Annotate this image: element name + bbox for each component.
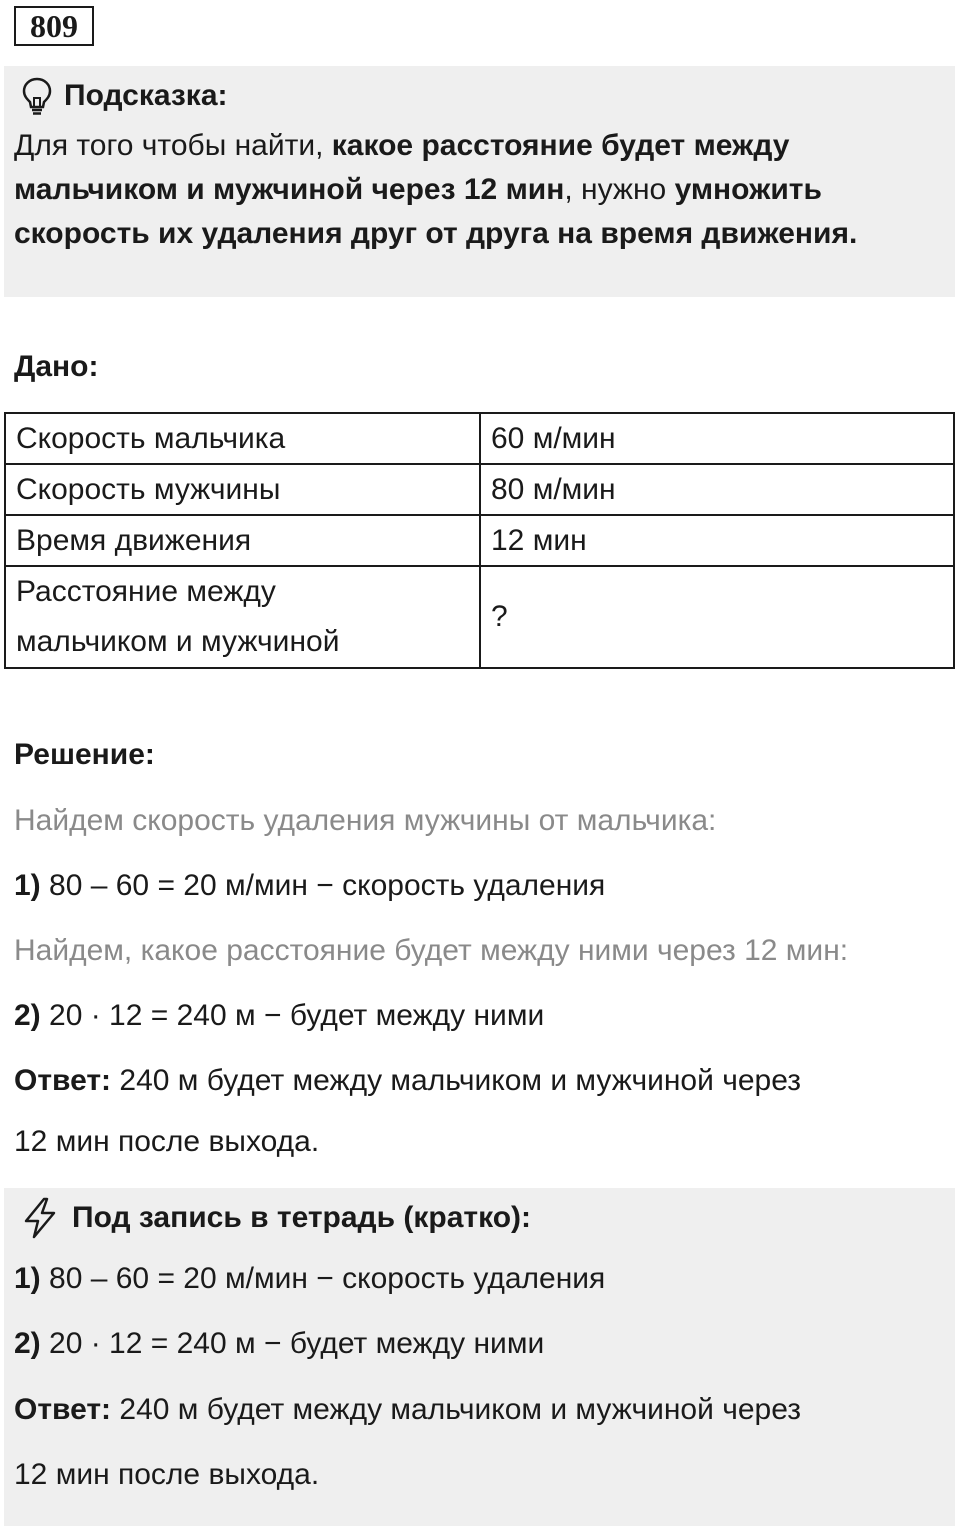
step2-line <box>14 999 544 1033</box>
table-row <box>5 566 954 668</box>
given-name-line2: мальчиком и мужчиной <box>16 625 340 658</box>
hint-text <box>14 124 944 256</box>
step1-number: 1) <box>14 869 41 902</box>
answer-line2: 12 мин после выхода. <box>14 1125 320 1158</box>
given-name-cell <box>5 566 480 668</box>
notes-answer-text1: 240 м будет между мальчиком и мужчиной через <box>111 1393 801 1426</box>
given-value-cell: 60 м/мин <box>480 413 954 464</box>
hint-box <box>4 66 955 297</box>
step1-intro: Найдем скорость удаления мужчины от мальчика: <box>14 804 717 837</box>
step2-intro: Найдем, какое расстояние будет между ними через 12 мин: <box>14 934 849 967</box>
step1-text: 80 – 60 = 20 м/мин − скорость удаления <box>40 869 606 902</box>
given-name-cell: Время движения <box>5 515 480 566</box>
given-value-cell: ? <box>480 566 954 668</box>
step2-number: 2) <box>14 999 41 1032</box>
hint-text-part2: , нужно <box>564 173 675 206</box>
table-row <box>5 464 954 515</box>
notes-title <box>20 1196 531 1240</box>
notes-answer-line2: 12 мин после выхода. <box>14 1458 320 1491</box>
notes-step2-text: 20 · 12 = 240 м − будет между ними <box>40 1327 545 1360</box>
notes-answer-line1 <box>14 1393 801 1427</box>
lightning-icon <box>20 1196 60 1240</box>
lightbulb-icon <box>20 76 54 116</box>
answer-text1: 240 м будет между мальчиком и мужчиной через <box>111 1064 801 1097</box>
notes-step1-text: 80 – 60 = 20 м/мин − скорость удаления <box>40 1262 606 1295</box>
answer-label: Ответ: <box>14 1064 112 1097</box>
hint-text-bold2: умножить скорость их удаления друг от друга на время движения. <box>14 173 858 250</box>
given-name-cell: Скорость мальчика <box>5 413 480 464</box>
table-row <box>5 515 954 566</box>
notes-step1-number: 1) <box>14 1262 41 1295</box>
notes-step2-number: 2) <box>14 1327 41 1360</box>
task-number: 809 <box>14 6 94 46</box>
notes-title-label: Под запись в тетрадь (кратко): <box>72 1201 532 1234</box>
notes-answer-label: Ответ: <box>14 1393 112 1426</box>
table-row <box>5 413 954 464</box>
given-value-cell: 12 мин <box>480 515 954 566</box>
given-value-cell: 80 м/мин <box>480 464 954 515</box>
hint-text-part1: Для того чтобы найти, <box>14 129 332 162</box>
hint-text-bold1: какое расстояние будет между мальчиком и мужчиной через 12 мин <box>14 129 790 206</box>
given-name-cell: Скорость мужчины <box>5 464 480 515</box>
solution-label: Решение: <box>14 738 155 771</box>
notes-step2-line <box>14 1327 544 1361</box>
step1-line <box>14 869 605 903</box>
given-label: Дано: <box>14 350 99 383</box>
hint-title-label: Подсказка: <box>64 79 228 112</box>
notes-box <box>4 1188 955 1526</box>
given-table <box>4 412 955 669</box>
hint-title <box>20 76 228 116</box>
answer-line1 <box>14 1064 801 1098</box>
notes-step1-line <box>14 1262 605 1296</box>
step2-text: 20 · 12 = 240 м − будет между ними <box>40 999 545 1032</box>
given-name-line1: Расстояние между <box>16 575 276 608</box>
